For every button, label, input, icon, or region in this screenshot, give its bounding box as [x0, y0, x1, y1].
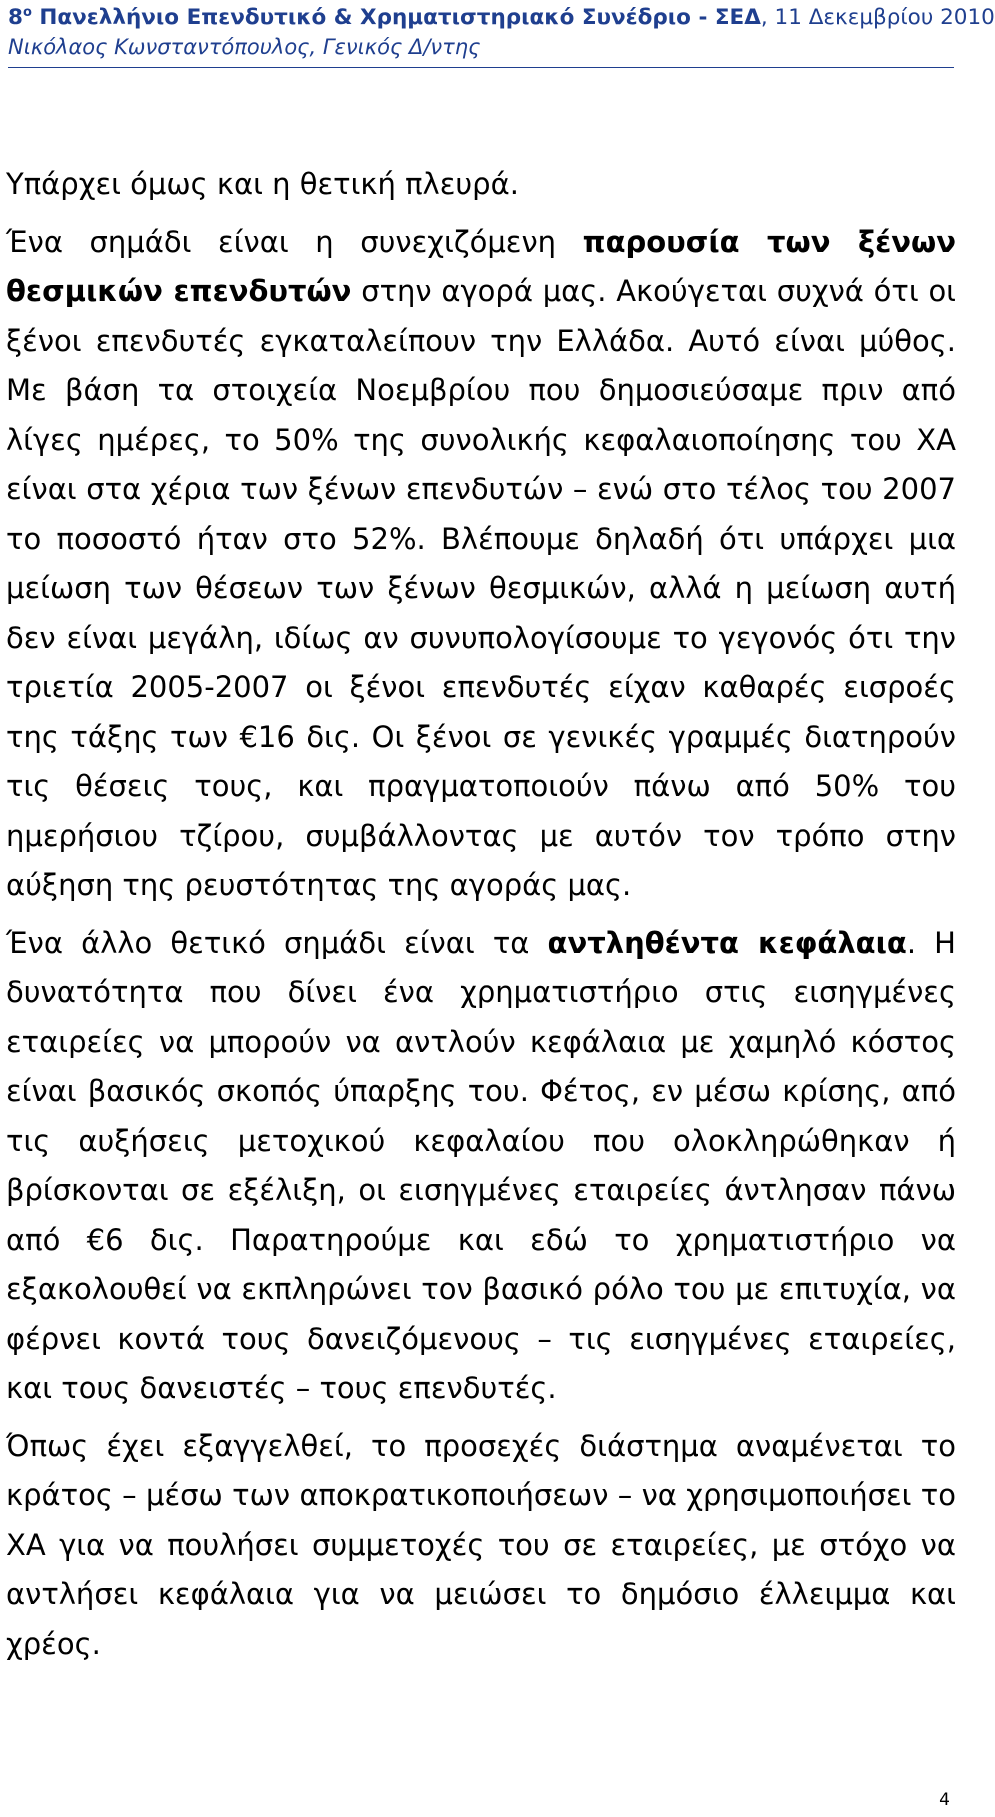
paragraph-foreign-investors: [6, 218, 956, 911]
conference-title: [8, 4, 995, 32]
emphasis-foreign-investors: παρουσία των ξένων θεσμικών επενδυτών: [6, 224, 956, 308]
paragraph-privatizations: Όπως έχει εξαγγελθεί, το προσεχές διάστημα αναμένεται το κράτος – μέσω των αποκρατικοποιήσεων – να χρησιμοποιήσει το ΧΑ για να πουλήσει συμμετοχές του σε εταιρείες, με στόχο να αντλήσει κεφάλαια για να μειώσει το δημόσιο έλλειμμα και χρέος.: [6, 1428, 956, 1661]
paragraph-text: . Η δυνατότητα που δίνει ένα χρηματιστήριο στις εισηγμένες εταιρείες να μπορούν να αντλούν κεφάλαια με χαμηλό κόστος είναι βασικός σκοπός ύπαρξης του. Φέτος, εν μέσω κρίσης, από τις αυξήσεις μετοχικού κεφαλαίου που ολοκληρώθηκαν ή βρίσκονται σε εξέλιξη, οι εισηγμένες εταιρείες άντλησαν πάνω από €6 δις. Παρατηρούμε και εδώ το χρηματιστήριο να εξακολουθεί να εκπληρώνει τον βασικό ρόλο του με επιτυχία, να φέρνει κοντά τους δανειζόμενους – τις εισηγμένες εταιρείες, και τους δανειστές – τους επενδυτές.: [6, 925, 956, 1405]
paragraph-text: στην αγορά μας. Ακούγεται συχνά ότι οι ξένοι επενδυτές εγκαταλείπουν την Ελλάδα. Αυτό είναι μύθος. Με βάση τα στοιχεία Νοεμβρίου που δημοσιεύσαμε πριν από λίγες ημέρες, το 50% της συνολικής κεφαλαιοποίησης του ΧΑ είναι στα χέρια των ξένων επενδυτών – ενώ στο τέλος του 2007 το ποσοστό ήταν στο 52%. Βλέπουμε δηλαδή ότι υπάρχει μια μείωση των θέσεων των ξένων θεσμικών, αλλά η μείωση αυτή δεν είναι μεγάλη, ιδίως αν συνυπολογίσουμε το γεγονός ότι την τριετία 2005-2007 οι ξένοι επενδυτές είχαν καθαρές εισροές της τάξης των €16 δις. Οι ξένοι σε γενικές γραμμές διατηρούν τις θέσεις τους, και πραγματοποιούν πάνω από 50% του ημερήσιου τζίρου, συμβάλλοντας με αυτόν τον τρόπο στην αύξηση της ρευστότητας της αγοράς μας.: [6, 274, 956, 902]
title-superscript: ο: [22, 4, 32, 20]
page-number: 4: [939, 1790, 950, 1810]
title-bold: Πανελλήνιο Επενδυτικό & Χρηματιστηριακό Συνέδριο - ΣΕΔ: [31, 5, 761, 30]
emphasis-raised-capital: αντληθέντα κεφάλαια: [547, 925, 907, 960]
paragraph-raised-capital: [6, 919, 956, 1414]
paragraph-text: Ένα άλλο θετικό σημάδι είναι τα: [6, 925, 548, 960]
paragraph-intro: Υπάρχει όμως και η θετική πλευρά.: [6, 167, 519, 201]
paragraph-text: Ένα σημάδι είναι η συνεχιζόμενη: [6, 224, 583, 259]
header-divider: [8, 67, 954, 68]
page-header: [8, 4, 995, 62]
author-line: Νικόλαος Κωνσταντόπουλος, Γενικός Δ/ντης: [8, 35, 481, 59]
title-number: 8: [8, 5, 23, 30]
document-body: [6, 160, 956, 1669]
title-date: , 11 Δεκεμβρίου 2010: [760, 5, 995, 30]
